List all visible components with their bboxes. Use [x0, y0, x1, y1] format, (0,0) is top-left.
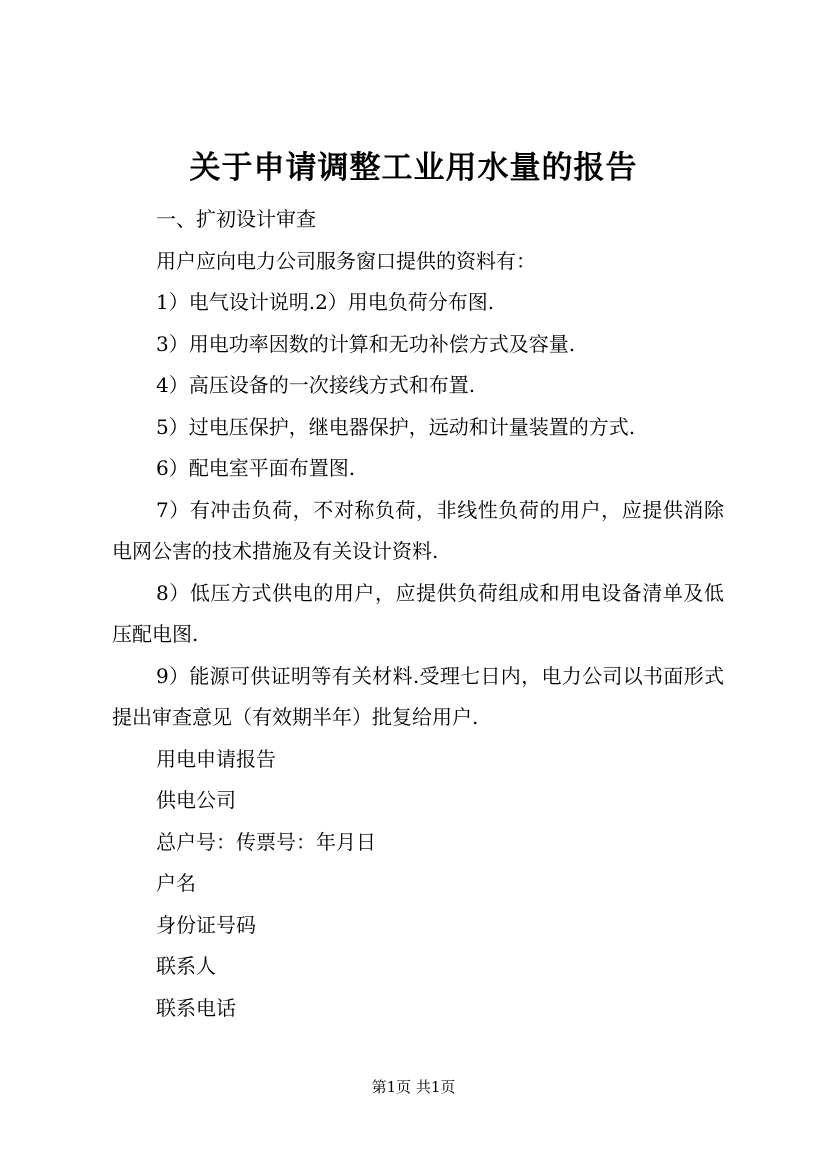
- form-line: 总户号：传票号：年月日: [156, 829, 376, 854]
- list-item: 3）用电功率因数的计算和无功补偿方式及容量.: [156, 331, 576, 356]
- list-item: 1）电气设计说明.2）用电负荷分布图.: [156, 290, 495, 314]
- form-line: 供电公司: [156, 788, 236, 812]
- list-item: 5）过电压保护，继电器保护，远动和计量装置的方式.: [156, 414, 636, 439]
- list-item: 7）有冲击负荷，不对称负荷，非线性负荷的用户，应提供消除电网公害的技术措施及有关设计资料.: [112, 497, 724, 563]
- section-heading: 一、扩初设计审查: [156, 207, 316, 231]
- paragraph: 用户应向电力公司服务窗口提供的资料有：: [156, 248, 536, 273]
- list-item: 4）高压设备的一次接线方式和布置.: [156, 373, 476, 397]
- form-line: 户名: [156, 871, 196, 895]
- page-number: 第1页 共1页: [371, 1078, 456, 1096]
- list-item: 6）配电室平面布置图.: [156, 456, 356, 480]
- document-body: [112, 199, 724, 1029]
- form-heading: 用电申请报告: [156, 746, 276, 771]
- document-title: 关于申请调整工业用水量的报告: [189, 150, 638, 186]
- list-item: 8）低压方式供电的用户，应提供负荷组成和用电设备清单及低压配电图.: [112, 580, 724, 646]
- list-item: 9）能源可供证明等有关材料.受理七日内，电力公司以书面形式提出审查意见（有效期半年）批复给用户.: [112, 663, 724, 729]
- form-line: 联系人: [156, 954, 216, 978]
- form-line: 联系电话: [156, 995, 236, 1020]
- form-line: 身份证号码: [156, 912, 256, 937]
